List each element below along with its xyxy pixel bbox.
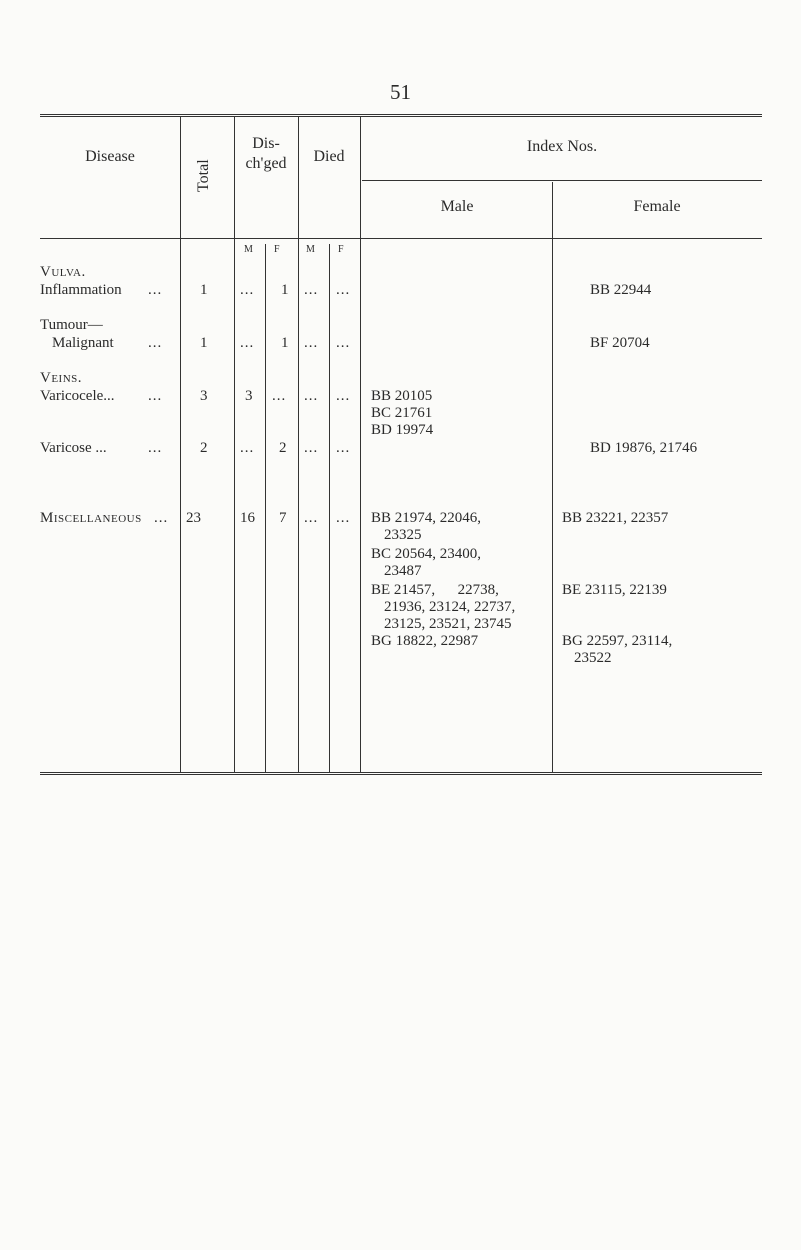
male-index: 23125, 23521, 23745 bbox=[384, 616, 512, 632]
header-index-nos: Index Nos. bbox=[526, 138, 598, 155]
male-index: 23325 bbox=[384, 527, 422, 543]
male-index: 21936, 23124, 22737, bbox=[384, 599, 516, 615]
discharged-f-value: 1 bbox=[281, 335, 289, 351]
header-male: Male bbox=[440, 198, 474, 215]
disease-label: Inflammation bbox=[40, 282, 122, 298]
total-value: 1 bbox=[200, 282, 208, 298]
col-rule-died-mf bbox=[329, 244, 330, 772]
header-dis-f: F bbox=[274, 244, 280, 255]
discharged-f-value: 7 bbox=[279, 510, 287, 526]
group-heading-veins: Veins. bbox=[40, 370, 83, 386]
died-m-value: ... bbox=[304, 440, 319, 456]
died-m-value: ... bbox=[304, 388, 319, 404]
col-rule-total bbox=[180, 116, 181, 772]
disease-label: Malignant bbox=[52, 335, 114, 351]
female-index: BB 23221, 22357 bbox=[562, 510, 669, 526]
header-disease: Disease bbox=[85, 148, 135, 165]
discharged-m-value: ... bbox=[240, 440, 255, 456]
discharged-m-value: ... bbox=[240, 282, 255, 298]
group-heading-miscellaneous: Miscellaneous bbox=[40, 510, 142, 526]
col-rule-dis-mf bbox=[265, 244, 266, 772]
header-female: Female bbox=[633, 198, 681, 215]
index-subheader-rule bbox=[362, 180, 762, 181]
header-died-f: F bbox=[338, 244, 344, 255]
male-index: BB 20105 bbox=[371, 388, 433, 404]
total-value: 2 bbox=[200, 440, 208, 456]
male-index: BD 19974 bbox=[371, 422, 434, 438]
died-f-value: ... bbox=[336, 440, 351, 456]
male-index: BG 18822, 22987 bbox=[371, 633, 479, 649]
female-index: 23522 bbox=[574, 650, 612, 666]
male-index: BC 21761 bbox=[371, 405, 433, 421]
total-value: 23 bbox=[186, 510, 201, 526]
discharged-m-value: 3 bbox=[245, 388, 253, 404]
col-rule-female bbox=[552, 182, 553, 772]
female-index: BB 22944 bbox=[590, 282, 652, 298]
leader-dots: ... bbox=[148, 335, 163, 351]
discharged-f-value: 2 bbox=[279, 440, 287, 456]
total-value: 3 bbox=[200, 388, 208, 404]
died-f-value: ... bbox=[336, 335, 351, 351]
header-dis-m: M bbox=[244, 244, 253, 255]
col-rule-died bbox=[298, 116, 299, 772]
male-index: BB 21974, 22046, bbox=[371, 510, 482, 526]
col-rule-index bbox=[360, 116, 361, 772]
discharged-f-value: ... bbox=[272, 388, 287, 404]
female-index: BF 20704 bbox=[590, 335, 650, 351]
discharged-m-value: ... bbox=[240, 335, 255, 351]
female-index: BE 23115, 22139 bbox=[562, 582, 667, 598]
died-f-value: ... bbox=[336, 510, 351, 526]
male-index: BE 21457, 22738, bbox=[371, 582, 499, 598]
leader-dots: ... bbox=[148, 440, 163, 456]
group-heading-vulva: Vulva. bbox=[40, 264, 86, 280]
discharged-f-value: 1 bbox=[281, 282, 289, 298]
leader-dots: ... bbox=[154, 510, 169, 526]
page-number: 51 bbox=[390, 80, 411, 104]
female-index: BG 22597, 23114, bbox=[562, 633, 673, 649]
header-died-m: M bbox=[306, 244, 315, 255]
died-m-value: ... bbox=[304, 510, 319, 526]
died-f-value: ... bbox=[336, 282, 351, 298]
col-rule-discharged bbox=[234, 116, 235, 772]
header-died: Died bbox=[313, 148, 345, 165]
discharged-m-value: 16 bbox=[240, 510, 255, 526]
header-bottom-rule bbox=[40, 238, 762, 239]
bottom-rule bbox=[40, 772, 762, 775]
died-m-value: ... bbox=[304, 335, 319, 351]
leader-dots: ... bbox=[148, 388, 163, 404]
header-discharged: Dis- ch'ged bbox=[245, 135, 287, 172]
male-index: BC 20564, 23400, bbox=[371, 546, 482, 562]
male-index: 23487 bbox=[384, 563, 422, 579]
disease-label: Varicose ... bbox=[40, 440, 107, 456]
died-f-value: ... bbox=[336, 388, 351, 404]
died-m-value: ... bbox=[304, 282, 319, 298]
disease-label: Varicocele... bbox=[40, 388, 115, 404]
female-index: BD 19876, 21746 bbox=[590, 440, 698, 456]
total-value: 1 bbox=[200, 335, 208, 351]
disease-label: Tumour— bbox=[40, 317, 103, 333]
leader-dots: ... bbox=[148, 282, 163, 298]
header-total: Total bbox=[195, 159, 212, 192]
top-rule bbox=[40, 114, 762, 117]
